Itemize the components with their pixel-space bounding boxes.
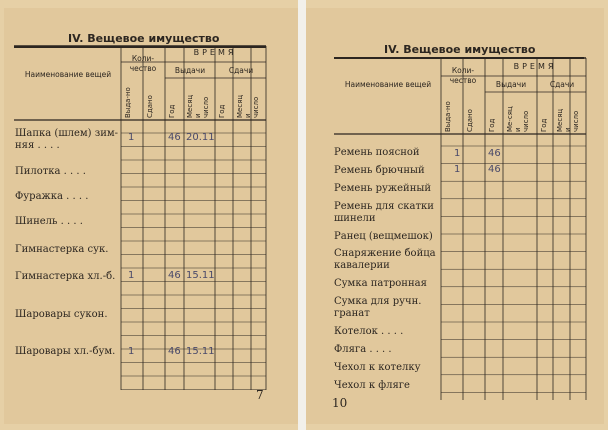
- right-hand-year-0: 46: [488, 148, 501, 159]
- right-col-returned-header: Сдано: [466, 109, 474, 132]
- left-col-name-header: Наименование вещей: [24, 70, 112, 79]
- right-item-5: Снаряжение бойца кавалерии: [334, 248, 436, 271]
- left-col-monthday-header: Месяц и число: [186, 94, 210, 118]
- left-item-1: Пилотка . . . .: [15, 166, 86, 177]
- right-item-0: Ремень поясной: [334, 147, 420, 158]
- left-hand-date-5: 15.11: [186, 270, 215, 281]
- left-col-sdachi-header: Сдачи: [228, 66, 254, 75]
- left-hand-issued-0: 1: [128, 132, 135, 143]
- left-item-0: Шапка (шлем) зим- няя . . . .: [15, 128, 119, 151]
- right-page-title: IV. Вещевое имущество: [384, 43, 536, 56]
- right-col-time-header: ВРЕМЯ: [513, 62, 557, 71]
- left-item-3: Шинель . . . .: [15, 216, 83, 227]
- left-item-6: Шаровары сукон.: [15, 309, 108, 320]
- right-col-year-sdachi-header: Год: [540, 118, 548, 132]
- left-page-number: 7: [256, 388, 264, 402]
- right-col-year-header: Год: [488, 118, 496, 132]
- left-item-2: Фуражка . . . .: [15, 191, 89, 202]
- left-item-5: Гимнастерка хл.-б.: [15, 271, 116, 282]
- left-hand-year-5: 46: [168, 270, 181, 281]
- left-hand-issued-7: 1: [128, 346, 135, 357]
- left-item-4: Гимнастерка сук.: [15, 244, 109, 255]
- left-col-year-sdachi-header: Год: [218, 104, 226, 118]
- right-handwritten-entries: [454, 148, 501, 175]
- left-col-returned-header: Сдано: [146, 95, 154, 118]
- right-item-6: Сумка патронная: [334, 278, 427, 289]
- right-col-monthday-header: Ме-сяц и число: [506, 106, 530, 132]
- left-col-time-header: ВРЕМЯ: [193, 48, 237, 57]
- right-col-name-header: Наименование вещей: [344, 80, 432, 89]
- right-item-1: Ремень брючный: [334, 165, 425, 176]
- left-col-monthday-sdachi-header: Месяц и число: [236, 94, 260, 118]
- left-hand-year-7: 46: [168, 346, 181, 357]
- left-page-title: IV. Вещевое имущество: [68, 32, 220, 45]
- right-col-qty-header: Коли-чество: [449, 66, 477, 85]
- left-col-year-header: Год: [168, 104, 176, 118]
- right-col-issued-header: Выда-но: [444, 101, 452, 132]
- left-col-issued-header: Выда-но: [124, 87, 132, 118]
- left-col-vydachi-header: Выдачи: [174, 66, 206, 75]
- right-item-3: Ремень для скатки шинели: [334, 201, 434, 224]
- right-item-7: Сумка для ручн. гранат: [334, 296, 422, 319]
- left-hand-date-0: 20.11: [186, 132, 215, 143]
- right-col-sdachi-header: Сдачи: [549, 80, 575, 89]
- right-item-9: Фляга . . . .: [334, 344, 392, 355]
- right-item-2: Ремень ружейный: [334, 183, 431, 194]
- right-item-10: Чехол к котелку: [334, 362, 421, 373]
- right-hand-year-1: 46: [488, 164, 501, 175]
- right-col-monthday-sdachi-header: Месяц и число: [556, 108, 580, 132]
- left-handwritten-entries: [128, 132, 215, 357]
- right-hand-issued-0: 1: [454, 148, 461, 159]
- left-item-7: Шаровары хл.-бум.: [15, 346, 116, 357]
- left-table-grid: [14, 46, 266, 390]
- left-col-qty-header: Коли-чество: [129, 54, 157, 73]
- right-page-number: 10: [332, 396, 348, 410]
- right-table-grid: [334, 58, 586, 400]
- left-hand-date-7: 15.11: [186, 346, 215, 357]
- left-hand-issued-5: 1: [128, 270, 135, 281]
- right-hand-issued-1: 1: [454, 164, 461, 175]
- right-item-4: Ранец (вещмешок): [334, 231, 433, 242]
- right-col-vydachi-header: Выдачи: [495, 80, 527, 89]
- left-hand-year-0: 46: [168, 132, 181, 143]
- right-item-11: Чехол к фляге: [334, 380, 410, 391]
- right-item-8: Котелок . . . .: [334, 326, 404, 337]
